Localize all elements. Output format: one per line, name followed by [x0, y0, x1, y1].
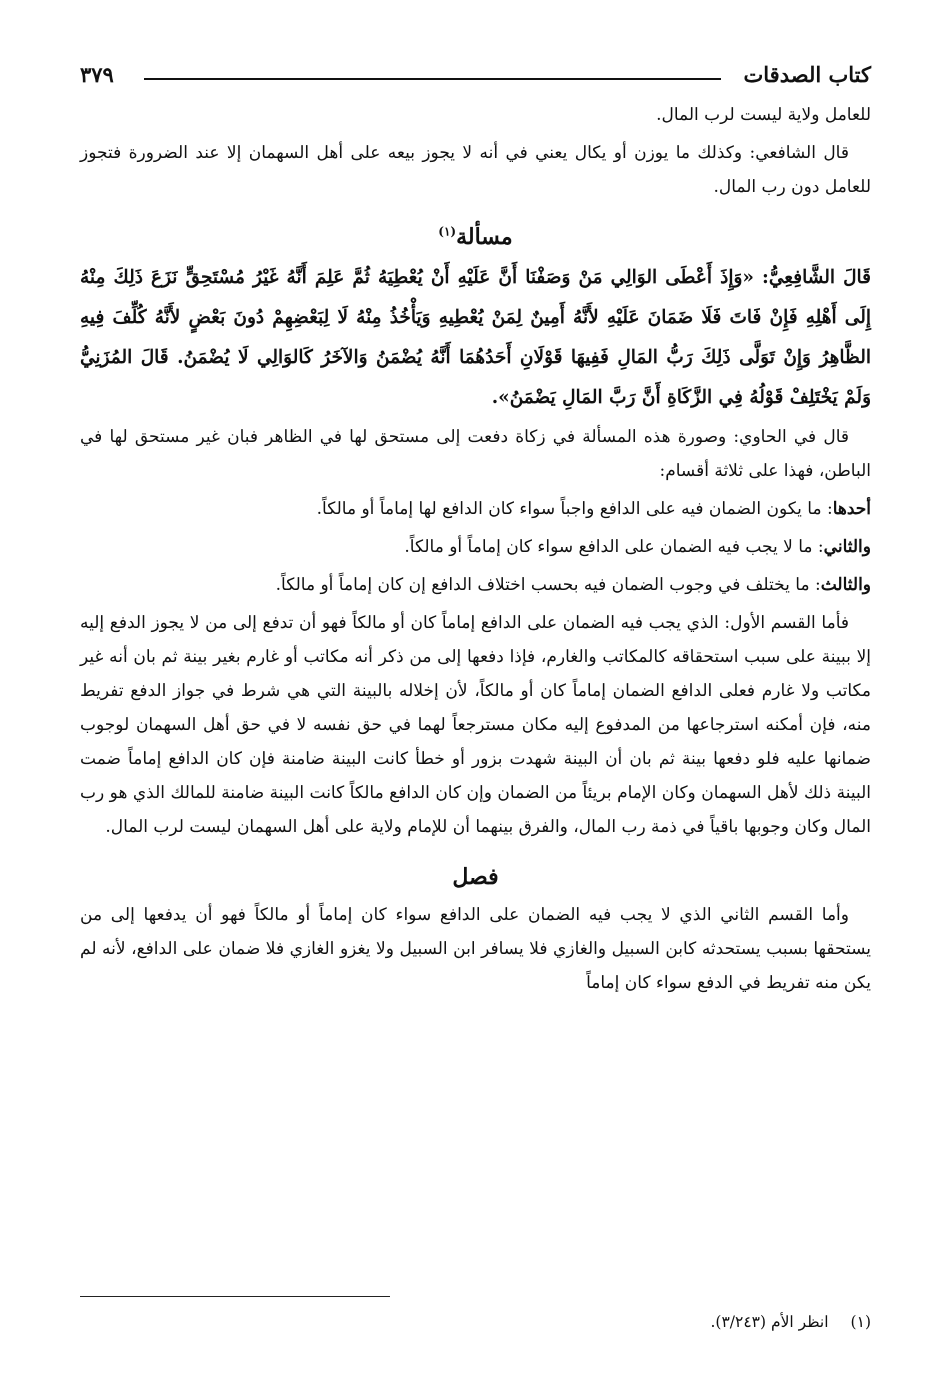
header-rule — [144, 78, 721, 80]
division-second-text: : ما لا يجب فيه الضمان على الدافع سواء كان إماماً أو مالكاً. — [404, 537, 824, 557]
paragraph-first-division: فأما القسم الأول: الذي يجب فيه الضمان على الدافع إماماً كان أو مالكاً فهو أن تدفع إلى من لا يجوز الدفع إليه إلا ببينة على سبب استحقاقه كالمكاتب والغارم، فإذا دفعها إلى من ذكر أنه مكاتب أو غارم بغير بينة ثم بان أنه غير مكاتب ولا غارم فعلى الدافع الضمان إماماً كان أو مالكاً، لأن إخلاله بالبينة التي هي شرط في جواز الدفع تفريط منه، فإن أمكنه استرجاعها من المدفوع إليه مكان مسترجعاً لهما في حق نفسه لا في حق أهل السهمان لوجوب ضمانها عليه فلو دفعها بينة ثم بان أن البينة شهدت بزور أو خطأ كانت البينة ضامنة فإن كان الدافع إماماً ضمت البينة ذلك لأهل السهمان وكان الإمام بريئاً من الضمان وإن كان الدافع مالكاً كانت البينة ضامنة للمالك الذي هو رب المال وكان وجوبها باقياً في ذمة رب المال، والفرق بينهما أن للإمام ولاية على أهل السهمان ليست لرب المال. — [80, 613, 871, 837]
paragraph-continuation: للعامل ولاية ليست لرب المال. — [656, 105, 871, 125]
page-number: ٣٧٩ — [80, 62, 114, 87]
footnotes-area — [80, 1296, 871, 1337]
division-second-lead: والثاني — [823, 537, 871, 557]
paragraph-hawi-intro: قال في الحاوي: وصورة هذه المسألة في زكاة دفعت إلى مستحق لها في الظاهر فبان غير مستحق لها في الباطن، فهذا على ثلاثة أقسام: — [80, 427, 871, 481]
paragraph-second-division: وأما القسم الثاني الذي لا يجب فيه الضمان على الدافع سواء كان إماماً أو مالكاً فهو أن يدفعها إلى من يستحقها بسبب يستحدثه كابن السبيل والغازي فلا يسافر ابن السبيل ولا يغزو الغازي فلا ضمان على الدافع، لأنه لم يكن منه تفريط في الدفع سواء كان إماماً — [80, 905, 871, 993]
section-heading-fasl: فصل — [452, 864, 499, 890]
section-heading-masala — [80, 218, 871, 256]
section-heading-text: مسألة — [456, 224, 513, 250]
page-header — [80, 58, 871, 92]
footnote-marker: (١) — [850, 1313, 871, 1331]
division-first — [80, 492, 871, 526]
quoted-text-shafii: قَالَ الشَّافِعِيُّ: «وَإِذَ أَعْطَى الوَالِي مَنْ وَصَفْنَا أَنَّ عَلَيْهِ أَنْ يُعْطِيَهُ ثُمَّ عَلِمَ أَنَّهُ غَيْرُ مُسْتَحِقٍّ نَزَعَ ذَلِكَ مِنْهُ إِلَى أَهْلِهِ فَإِنْ فَاتَ فَلَا ضَمَانَ عَلَيْهِ لأَنَّهُ أَمِينٌ لِمَنْ يُعْطِيهِ وَيَأْخُذُ مِنْهُ لَا لِبَعْضِهِمْ دُونَ بَعْضٍ لأَنَّهُ كُلِّفَ فِيهِ الظَّاهِرُ وَإِنْ تَوَلَّى ذَلِكَ رَبُّ المَالِ فَفِيهَا قَوْلَانِ أَحَدُهُمَا أَنَّهُ يُضْمَنُ وَالآخَرُ كَالوَالِي لَا يُضْمَنُ. قَالَ المُزَنِيُّ وَلَمْ يَخْتَلِفْ قَوْلُهُ فِي الزَّكَاةِ أَنَّ رَبَّ المَالِ يَضْمَنُ». — [80, 267, 871, 408]
division-first-text: : ما يكون الضمان فيه على الدافع واجباً سواء كان الدافع لها إماماً أو مالكاً. — [316, 499, 833, 519]
paragraph-shafii: قال الشافعي: وكذلك ما يوزن أو يكال يعني في أنه لا يجوز بيعه على أهل السهمان إلا عند الضرورة فتجوز للعامل دون رب المال. — [80, 143, 871, 197]
division-third — [80, 568, 871, 602]
footnote — [80, 1307, 871, 1337]
footnote-rule — [80, 1296, 390, 1297]
division-third-text: : ما يختلف في وجوب الضمان فيه بحسب اختلاف الدافع إن كان إماماً أو مالكاً. — [275, 575, 821, 595]
division-third-lead: والثالث — [820, 575, 871, 595]
main-text — [80, 98, 871, 1004]
division-first-lead: أحدها — [832, 499, 871, 519]
running-title: كتاب الصدقات — [743, 62, 871, 87]
footnote-rule-wrap — [80, 1296, 871, 1297]
division-second — [80, 530, 871, 564]
footnote-reference: (١) — [438, 224, 457, 239]
footnote-text: انظر الأم (٣/٢٤٣). — [710, 1313, 829, 1331]
